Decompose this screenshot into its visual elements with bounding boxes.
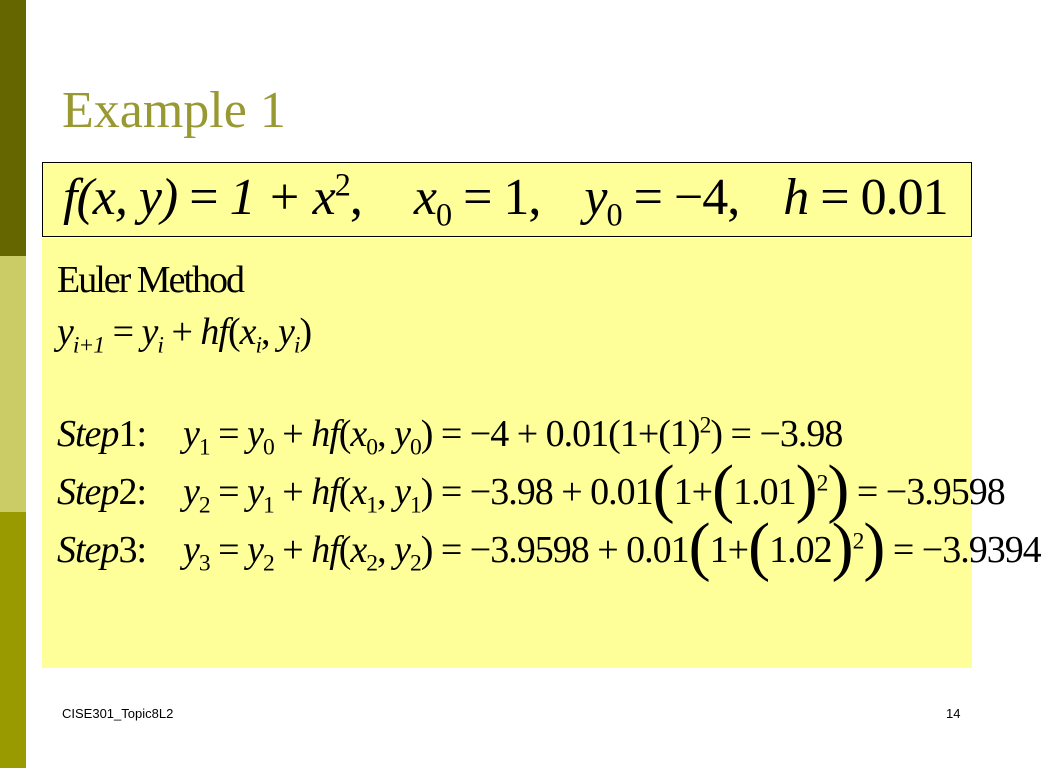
given-values-formula: f(x, $y) = 1 + x^2$, $x_0 = 1$, $y_0 = -4$, h = 0.01 [63, 166, 948, 233]
solution-box [42, 238, 1041, 668]
step-3: Step3: $y_3 = y_2 + hf(x_2$, $y_2) = -3.9598 + 0.01(1+(1.02)^2) = -3.9394$ [57, 510, 1041, 583]
euler-rule: $y_{i+1} = y_i + hf(x_i$, $y_i$) [57, 311, 312, 359]
step-2-result: = −3.9598 [856, 471, 1005, 513]
step-label: Step [57, 471, 119, 513]
page-number: 14 [946, 706, 961, 721]
step-2: Step2: $y_2 = y_1 + hf(x_1$, $y_1) = -3.98 + 0.01(1+(1.01)^2) = -3.9598$ [57, 452, 1005, 525]
side-bar-middle [0, 256, 26, 512]
step-3-expression: = −3.9598 + 0.01 [440, 529, 689, 571]
footer-course-code: CISE301_Topic8L2 [62, 706, 174, 721]
side-bar-bottom [0, 512, 26, 768]
x0-assignment: $x_0 = 1$ [413, 169, 529, 233]
step-2-expression: = −3.98 + 0.01 [440, 471, 653, 513]
f-definition-rhs: $1 + x^2$ [229, 166, 350, 226]
step-label: Step [57, 529, 119, 571]
step-3-result: = −3.9394 [892, 529, 1041, 571]
side-bar-top [0, 0, 26, 256]
y0-assignment: $y_0 = -4$ [584, 169, 728, 233]
h-assignment: h = 0.01 [783, 169, 948, 226]
step-1-result: = −3.98 [730, 413, 843, 455]
step-label: Step [57, 413, 119, 455]
f-definition-lhs: f(x, y) [63, 169, 178, 226]
slide-title: Example 1 [62, 82, 286, 139]
step-1-expression: = −4 + 0.01 [440, 413, 609, 455]
method-heading: Euler Method [57, 259, 244, 301]
given-values-box [42, 162, 972, 237]
step-1: Step1: $y_1 = y_0 + hf(x_0$, $y_0) = -4 + 0.01(1+(1)^2) = -3.98$ [57, 412, 843, 461]
